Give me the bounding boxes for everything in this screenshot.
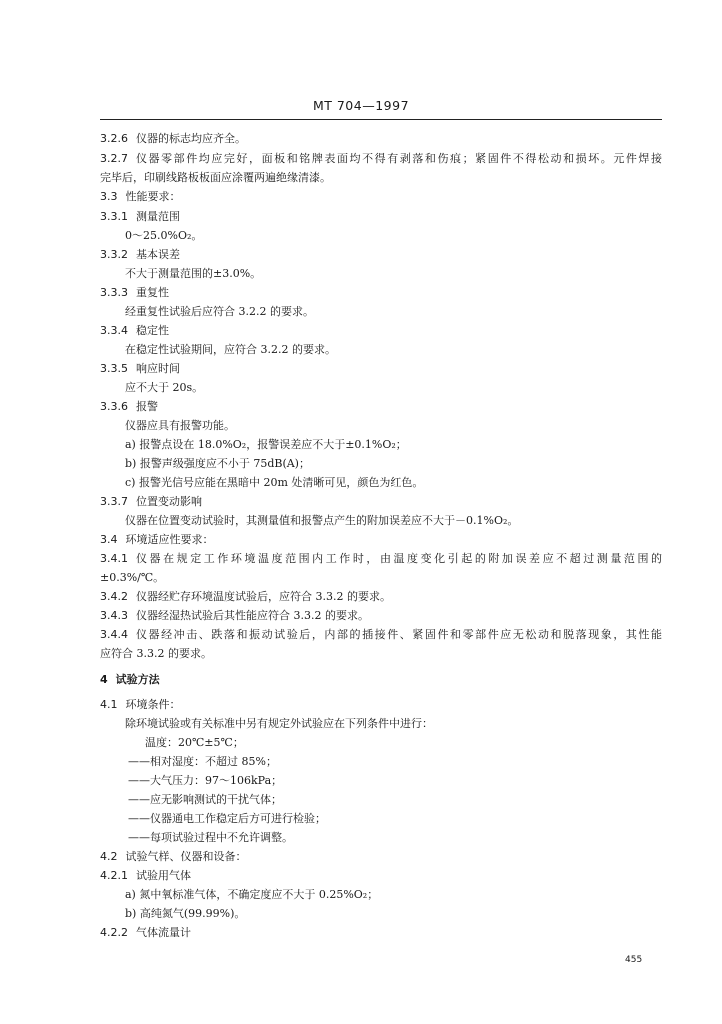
clause-text: c) 报警光信号应能在黑暗中 20m 处清晰可见，颜色为红色。 [125, 476, 424, 489]
clause-text: ±0.3%/℃。 [100, 571, 165, 584]
clause-text: 基本误差 [136, 248, 180, 261]
clause-number: 3.4.1 [100, 552, 128, 565]
text-line [100, 324, 169, 338]
clause-number: 3.3.4 [100, 324, 128, 337]
text-line [125, 888, 378, 902]
text-line [100, 647, 212, 661]
clause-text: 除环境试验或有关标准中另有规定外试验应在下列条件中进行： [125, 717, 433, 730]
clause-number: 3.3.6 [100, 400, 128, 413]
clause-text: 仪器经湿热试验后其性能应符合 3.3.2 的要求。 [136, 609, 369, 622]
clause-text: 环境适应性要求： [125, 533, 214, 546]
text-line [100, 132, 246, 146]
clause-text: a) 氮中氧标准气体，不确定度应不大于 0.25%O₂； [125, 888, 379, 901]
clause-text: b) 高纯氮气(99.99%)。 [125, 907, 246, 920]
clause-text: b) 报警声级强度应不小于 75dB(A)； [125, 457, 310, 470]
clause-number: 4 [100, 673, 108, 686]
clause-number: 4.2.2 [100, 926, 128, 939]
clause-number: 3.4.4 [100, 628, 128, 641]
clause-text: 完毕后，印刷线路板板面应涂覆两遍绝缘清漆。 [100, 171, 331, 184]
clause-text: 仪器应具有报警功能。 [125, 419, 235, 432]
clause-text: 试验气样、仪器和设备： [125, 850, 247, 863]
clause-text: 报警 [136, 400, 158, 413]
text-line [128, 755, 277, 769]
page-number: 455 [625, 955, 643, 965]
clause-number: 3.4.2 [100, 590, 128, 603]
text-line [100, 628, 662, 642]
text-line [125, 514, 518, 528]
clause-text: 0～25.0%O₂。 [125, 229, 203, 242]
clause-number: 3.3.1 [100, 210, 128, 223]
text-line [128, 774, 282, 788]
clause-text: 环境条件： [125, 698, 181, 711]
clause-text: 性能要求： [125, 190, 181, 203]
clause-number: 3.4.3 [100, 609, 128, 622]
clause-text: 应不大于 20s。 [125, 381, 204, 394]
clause-text: ——仪器通电工作稳定后方可进行检验； [128, 812, 326, 825]
clause-text: ——大气压力：97～106kPa； [128, 774, 283, 787]
text-line [100, 152, 662, 166]
clause-text: 应符合 3.3.2 的要求。 [100, 647, 212, 660]
text-line [125, 419, 235, 433]
text-line [100, 286, 169, 300]
clause-number: 4.2.1 [100, 869, 128, 882]
text-line [125, 267, 261, 281]
clause-text: ——应无影响测试的干扰气体； [128, 793, 282, 806]
clause-text: 测量范围 [136, 210, 180, 223]
text-line [125, 476, 423, 490]
clause-text: a) 报警点设在 18.0%O₂，报警误差应不大于±0.1%O₂； [125, 438, 407, 451]
clause-number: 4.2 [100, 850, 118, 863]
clause-number: 3.3.5 [100, 362, 128, 375]
clause-text: 经重复性试验后应符合 3.2.2 的要求。 [125, 305, 314, 318]
text-line [100, 248, 180, 262]
text-line [125, 229, 202, 243]
clause-number: 3.3 [100, 190, 118, 203]
clause-text: 气体流量计 [136, 926, 191, 939]
text-line [100, 533, 214, 547]
clause-number: 4.1 [100, 698, 118, 711]
clause-text: 不大于测量范围的±3.0%。 [125, 267, 262, 280]
clause-number: 3.2.7 [100, 152, 128, 165]
clause-number: 3.3.3 [100, 286, 128, 299]
text-line [100, 673, 160, 687]
text-line [100, 850, 247, 864]
text-line [128, 831, 293, 845]
text-line [128, 812, 326, 826]
text-line [100, 590, 391, 604]
text-line [100, 571, 164, 585]
text-line [100, 362, 180, 376]
text-line [125, 717, 433, 731]
clause-text: 位置变动影响 [136, 495, 202, 508]
clause-text: 仪器的标志均应齐全。 [136, 132, 246, 145]
clause-text: ——每项试验过程中不允许调整。 [128, 831, 293, 844]
text-line [100, 869, 191, 883]
header-rule [100, 119, 662, 120]
text-line [100, 210, 180, 224]
text-line [100, 495, 202, 509]
text-line [125, 438, 407, 452]
clause-number: 3.2.6 [100, 132, 128, 145]
text-line [145, 736, 244, 750]
text-line [100, 190, 181, 204]
clause-text: 仪器在位置变动试验时，其测量值和报警点产生的附加误差应不大于－0.1%O₂。 [125, 514, 519, 527]
clause-text: 试验方法 [115, 673, 160, 686]
clause-text: 仪器在规定工作环境温度范围内工作时，由温度变化引起的附加误差应不超过测量范围的 [136, 552, 662, 565]
clause-number: 3.3.2 [100, 248, 128, 261]
clause-text: 稳定性 [136, 324, 169, 337]
text-line [100, 400, 158, 414]
clause-text: 仪器经冲击、跌落和振动试验后，内部的插接件、紧固件和零部件应无松动和脱落现象，其性能 [136, 628, 662, 641]
text-line [100, 552, 662, 566]
text-line [125, 305, 314, 319]
clause-text: 响应时间 [136, 362, 180, 375]
clause-text: 仪器经贮存环境温度试验后，应符合 3.3.2 的要求。 [136, 590, 391, 603]
text-line [100, 698, 181, 712]
clause-text: 仪器零部件均应完好，面板和铭牌表面均不得有剥落和伤痕；紧固件不得松动和损坏。元件焊接 [136, 152, 662, 165]
text-line [125, 381, 203, 395]
clause-text: 温度：20℃±5℃； [145, 736, 244, 749]
text-line [125, 343, 336, 357]
text-line [125, 907, 245, 921]
text-line [128, 793, 282, 807]
text-line [125, 457, 310, 471]
clause-text: 重复性 [136, 286, 169, 299]
page-header: MT 704—1997 [312, 98, 410, 113]
clause-text: ——相对湿度：不超过 85%； [128, 755, 277, 768]
clause-number: 3.4 [100, 533, 118, 546]
clause-number: 3.3.7 [100, 495, 128, 508]
text-line [100, 171, 331, 185]
text-line [100, 609, 369, 623]
text-line [100, 926, 191, 940]
clause-text: 在稳定性试验期间，应符合 3.2.2 的要求。 [125, 343, 336, 356]
clause-text: 试验用气体 [136, 869, 191, 882]
